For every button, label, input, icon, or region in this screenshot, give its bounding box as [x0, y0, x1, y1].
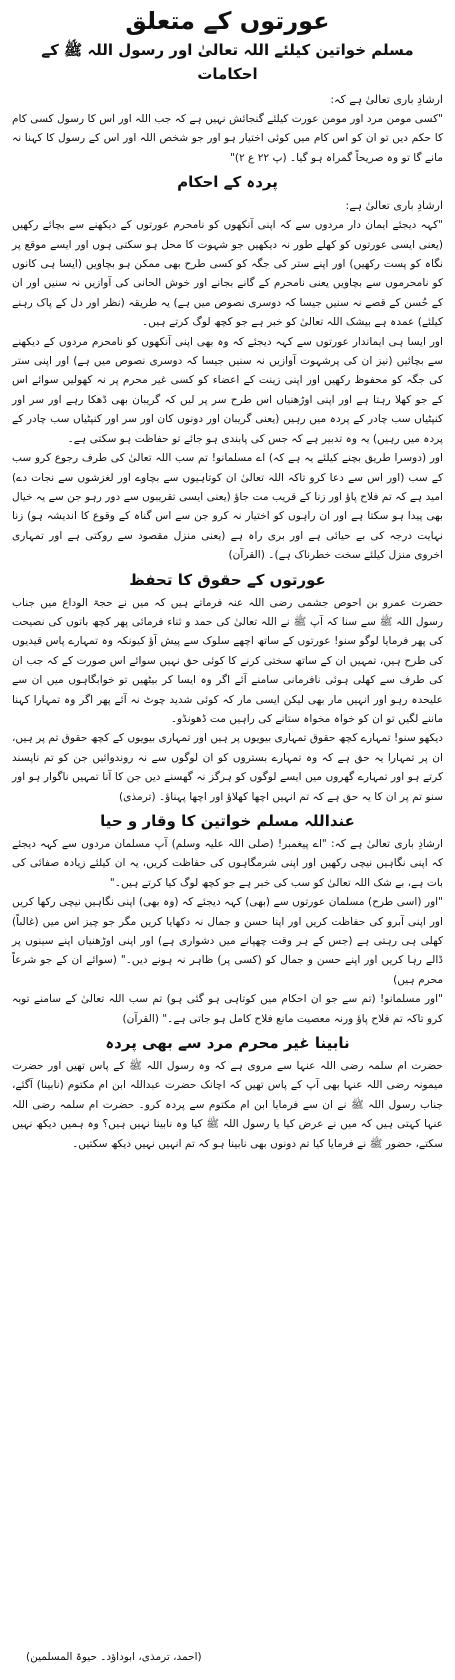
paragraph: ارشادِ باری تعالیٰ ہے کہ: "اے پیغمبر! (صلی اللہ علیہ وسلم) آپ مسلمان مردوں سے کہہ دیجئے کہ اپنی نگاہیں نیچی رکھیں اور اپنی شرمگاہوں کی حفاظت کریں، یہ ان کیلئے زیادہ صفائی کی بات ہے، بے شک اللہ تعالیٰ کو سب کی خبر ہے جو کچھ لوگ کیا کرتے ہیں۔"	[12, 838, 443, 889]
section-women-rights	[12, 568, 443, 807]
paragraph: ارشادِ باری تعالیٰ ہے کہ:	[330, 93, 443, 106]
page-title: عورتوں کے متعلق	[125, 7, 330, 35]
paragraph: دیکھو سنو! تمہارے کچھ حقوق تمہاری بیویوں پر ہیں اور تمہاری بیویوں کے کچھ حقوق تم پر ہیں، ان پر تمہارا یہ حق ہے کہ وہ تمہارے بستروں کو ان لوگوں سے نہ روندوائیں جن کو تم ناپسند کرتے ہو اور تمہارے گھروں میں ایسے لوگوں کو ہرگز نہ گھسنے دیں جن کا آنا تمہیں ناگوار ہو اور سنو تم پر ان کا یہ حق ہے کہ تم انہیں اچھا کھلاؤ اور اچھا پہناؤ۔ (ترمذی)	[12, 732, 443, 803]
paragraph: حضرت عمرو بن احوص جشمی رضی اللہ عنہ فرماتے ہیں کہ میں نے حجۃ الوداع میں جناب رسول اللہ ﷺ سے سنا کہ آپ ﷺ نے اللہ تعالیٰ کی حمد و ثناء فرمائی پھر کچھ باتوں کی نصیحت کی پھر فرمایا لوگو سنو! عورتوں کے ساتھ اچھے سلوک سے پیش آؤ کیونکہ وہ تمہارے پاس قیدیوں کی طرح ہیں، تمہیں ان کے ساتھ سختی کرنے کا کوئی حق نہیں سوائے اس صورت کے کہ جب ان کی طرف سے کھلی ہوئی نافرمانی سامنے آئے اگر وہ ایسا کر بیٹھیں تو خوابگاہوں میں ان سے علیحدہ رہو اور انہیں مار بھی لیکن ایسی مار کہ کوئی شدید چوٹ نہ آئے پھر اگر وہ تمہارا کہنا ماننے لگیں تو ان کو خواہ مخواہ ستانے کی راہیں مت ڈھونڈو۔	[12, 596, 443, 725]
section-dignity-modesty	[12, 809, 443, 1029]
paragraph: "اور (اسی طرح) مسلمان عورتوں سے (بھی) کہہ دیجئے کہ (وہ بھی) اپنی نگاہیں نیچی رکھا کریں اور اپنی آبرو کی حفاظت کریں اور اپنا حسن و جمال نہ دکھایا کریں مگر جو چیز اس میں (غالباً) کھلی ہی رہتی ہے (جس کے ہر وقت چھپانے میں دشواری ہے) اور اپنی اوڑھنیاں اپنے سینوں پر ڈالے رہا کریں اور اپنے حسن و جمال کو (کسی پر) ظاہر نہ ہونے دیں۔" (سوائے ان کے جو شرعاً محرم ہیں)	[12, 896, 443, 986]
paragraph: اور ایسا ہی ایماندار عورتوں سے کہہ دیجئے کہ وہ بھی اپنی آنکھوں کو نامحرم مردوں کے دیکھنے سے بچائیں (نیز ان کی پرشہوت آوازیں نہ سنیں جیسا کہ دوسری نصوص میں ہے) اور اپنی ستر کی جگہ کو محفوظ رکھیں اور اپنی زینت کے اعضاء کو کسی غیر محرم پر نہ کھولیں سوائے اس کے جو کھلا رہتا ہے اور اپنی اوڑھنیاں اس طرح سر پر لیں کہ گریبان بھی ڈھکا رہے اور سر اور کنپٹیاں سب چادر کے پردہ میں رہیں (یعنی گریبان اور دونوں کان اور سر اور کنپٹیاں سب چادر کے پردہ میں رہیں) یہ وہ تدبیر ہے کہ جس کی پابندی ہو جائے تو حفاظت ہو سکتی ہے۔	[12, 335, 443, 445]
paragraph: ارشادِ باری تعالیٰ ہے:	[345, 199, 443, 213]
paragraph: اور (دوسرا طریق بچنے کیلئے یہ ہے کہ) اے مسلمانو! تم سب اللہ تعالیٰ کی طرف رجوع کرو سب کے سب (اور اس سے دعا کرو تاکہ اللہ تعالیٰ ان کوتاہیوں سے بچاوے اور لغزشوں سے نجات دے) امید ہے کہ تم فلاح پاؤ اور زنا کے قریب مت جاؤ (یعنی ایسی تقریبوں سے دور رہو جن سے یہ خیال بھی پیدا ہو سکتا ہے اور ان راہوں کو اختیار نہ کرو جن سے اس گناہ کے وقوع کا اندیشہ ہو) زنا نہایت درجہ کی بے حیائی ہے اور بری راہ ہے (یعنی منزل مقصود سے روکتی ہے اور تمہاری اخروی منزل کیلئے سخت خطرناک ہے)۔ (القرآن)	[12, 452, 443, 562]
paragraph: "کسی مومن مرد اور مومن عورت کیلئے گنجائش نہیں ہے کہ جب اللہ اور اس کا رسول کسی کام کا حکم دیں تو ان کو اس کام میں کوئی اختیار ہو اور جو شخص اللہ اور اس کے رسول کا کہنا نہ مانے گا تو وہ صریحاً گمراہ ہو گیا۔ (پ ۲۲ ع ۲)"	[12, 113, 443, 164]
paragraph: حضرت ام سلمہ رضی اللہ عنہا سے مروی ہے کہ وہ رسول اللہ ﷺ کے پاس تھیں اور حضرت میمونہ رضی اللہ عنہا بھی آپ کے پاس تھیں کہ اچانک حضرت عبداللہ ابن ام مکتوم (نابینا) آگئے، جناب رسول اللہ ﷺ نے ان سے فرمایا ابن ام مکتوم سے پردہ کرو۔ حضرت ام سلمہ رضی اللہ عنہا کہتی ہیں کہ میں نے عرض کیا یا رسول اللہ ﷺ کیا وہ نابینا نہیں ہیں؟ وہ ہمیں دیکھ نہیں سکتے، حضور ﷺ نے فرمایا کیا تم دونوں بھی نابینا ہو کہ تم انہیں نہیں دیکھ سکتیں۔	[12, 1060, 443, 1150]
paragraph: "کہہ دیجئے ایمان دار مردوں سے کہ اپنی آنکھوں کو نامحرم عورتوں کے دیکھنے سے بچائے رکھیں (یعنی ایسی عورتوں کو کھلے طور نہ دیکھیں جو شہوت کا محل ہو سکتی ہوں اور ایسے موقع پر نگاہ کو پست رکھیں) اور اپنے ستر کی جگہ کو کسی طرح بھی ممکن ہو بچاویں (ایسا ہی کانوں کو نامحرموں سے بچاویں یعنی نامحرم کے گانے بجانے اور خوش الحانی کی آوازیں نہ سنیں اور ان کے حُسن کے قصے نہ سنیں جیسا کہ دوسری نصوص میں ہے) یہ طریقہ (نظر اور دل کے پاک رہنے کیلئے) عمدہ ہے بیشک اللہ تعالیٰ کو خبر ہے جو کچھ لوگ کرتے ہیں۔	[12, 219, 443, 329]
section-intro	[12, 90, 443, 168]
section-veil-rules	[12, 170, 443, 565]
page-subtitle: مسلم خواتین کیلئے اللہ تعالیٰ اور رسول اللہ ﷺ کے احکامات	[41, 41, 414, 83]
section-heading: عورتوں کے حقوق کا تحفظ	[129, 570, 326, 589]
section-heading: عنداللہ مسلم خواتین کا وقار و حیا	[100, 812, 355, 830]
paragraph: "اور مسلمانو! (تم سے جو ان احکام میں کوتاہی ہو گئی ہو) تم سب اللہ تعالیٰ کے سامنے توبہ کرو تاکہ تم فلاح پاؤ ورنہ معصیت مانع فلاح کامل ہو جاتی ہے۔" (القرآن)	[12, 993, 443, 1025]
reference-text: (احمد، ترمذی، ابوداؤد۔ حیوۃ المسلمین)	[26, 1651, 202, 1663]
section-heading: نابینا غیر محرم مرد سے بھی پردہ	[105, 1034, 350, 1053]
section-veil-from-blind	[12, 1031, 443, 1154]
footer-reference	[20, 1648, 443, 1666]
section-heading: پردہ کے احکام	[177, 173, 278, 192]
